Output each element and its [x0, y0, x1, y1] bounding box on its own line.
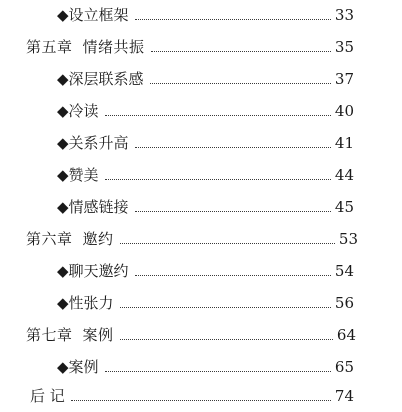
toc-entry-cases[interactable] — [57, 358, 354, 376]
toc-leader-dots — [105, 115, 331, 116]
toc-entry-label: ◆关系升高 — [57, 134, 129, 152]
toc-entry-cold-reading[interactable] — [57, 102, 354, 120]
toc-leader-dots — [135, 211, 331, 212]
toc-entry-label: ◆冷读 — [57, 102, 99, 120]
toc-page-number: 56 — [334, 294, 354, 312]
toc-page-number: 33 — [334, 6, 354, 24]
toc-entry-praise[interactable] — [57, 166, 354, 184]
toc-leader-dots — [150, 83, 331, 84]
toc-leader-dots — [105, 371, 331, 372]
toc-chapter-5[interactable] — [26, 38, 354, 56]
toc-leader-dots — [135, 147, 331, 148]
toc-page-number: 45 — [334, 198, 354, 216]
toc-entry-afterword[interactable] — [30, 387, 354, 405]
toc-leader-dots — [135, 19, 331, 20]
toc-leader-dots — [71, 400, 331, 401]
toc-leader-dots — [151, 51, 331, 52]
toc-entry-emotional-link[interactable] — [57, 198, 354, 216]
toc-leader-dots — [105, 179, 331, 180]
toc-entry-label: ◆赞美 — [57, 166, 99, 184]
toc-entry-label: ◆情感链接 — [57, 198, 129, 216]
toc-page-number: 35 — [334, 38, 354, 56]
toc-page-number: 74 — [334, 387, 354, 405]
chapter-number: 第六章 — [26, 230, 73, 248]
toc-entry-label: ◆深层联系感 — [57, 70, 144, 88]
toc-entry-label: ◆案例 — [57, 358, 99, 376]
toc-leader-dots — [120, 307, 331, 308]
toc-entry-label: ◆设立框架 — [57, 6, 129, 24]
toc-leader-dots — [135, 275, 331, 276]
toc-entry-setup-frame[interactable] — [57, 6, 354, 24]
toc-entry-label: ◆聊天邀约 — [57, 262, 129, 280]
toc-entry-chat-invitation[interactable] — [57, 262, 354, 280]
toc-page-number: 44 — [334, 166, 354, 184]
chapter-title: 案例 — [82, 326, 114, 344]
toc-page-number: 54 — [334, 262, 354, 280]
toc-entry-deep-connection[interactable] — [57, 70, 354, 88]
chapter-title: 邀约 — [82, 230, 114, 248]
toc-entry-relationship-rise[interactable] — [57, 134, 354, 152]
toc-page-number: 41 — [334, 134, 354, 152]
chapter-number: 第五章 — [26, 38, 73, 56]
chapter-number: 第七章 — [26, 326, 73, 344]
toc-entry-sexual-tension[interactable] — [57, 294, 354, 312]
toc-chapter-7[interactable] — [26, 326, 356, 344]
toc-page-number: 64 — [336, 326, 356, 344]
toc-entry-label: ◆性张力 — [57, 294, 114, 312]
chapter-title: 情绪共振 — [82, 38, 145, 56]
toc-chapter-6[interactable] — [26, 230, 358, 248]
toc-entry-label: 后 记 — [30, 387, 65, 405]
toc-page-number: 37 — [334, 70, 354, 88]
toc-page-number: 65 — [334, 358, 354, 376]
toc-leader-dots — [120, 243, 335, 244]
toc-page-number: 53 — [338, 230, 358, 248]
toc-page-number: 40 — [334, 102, 354, 120]
toc-leader-dots — [120, 339, 333, 340]
